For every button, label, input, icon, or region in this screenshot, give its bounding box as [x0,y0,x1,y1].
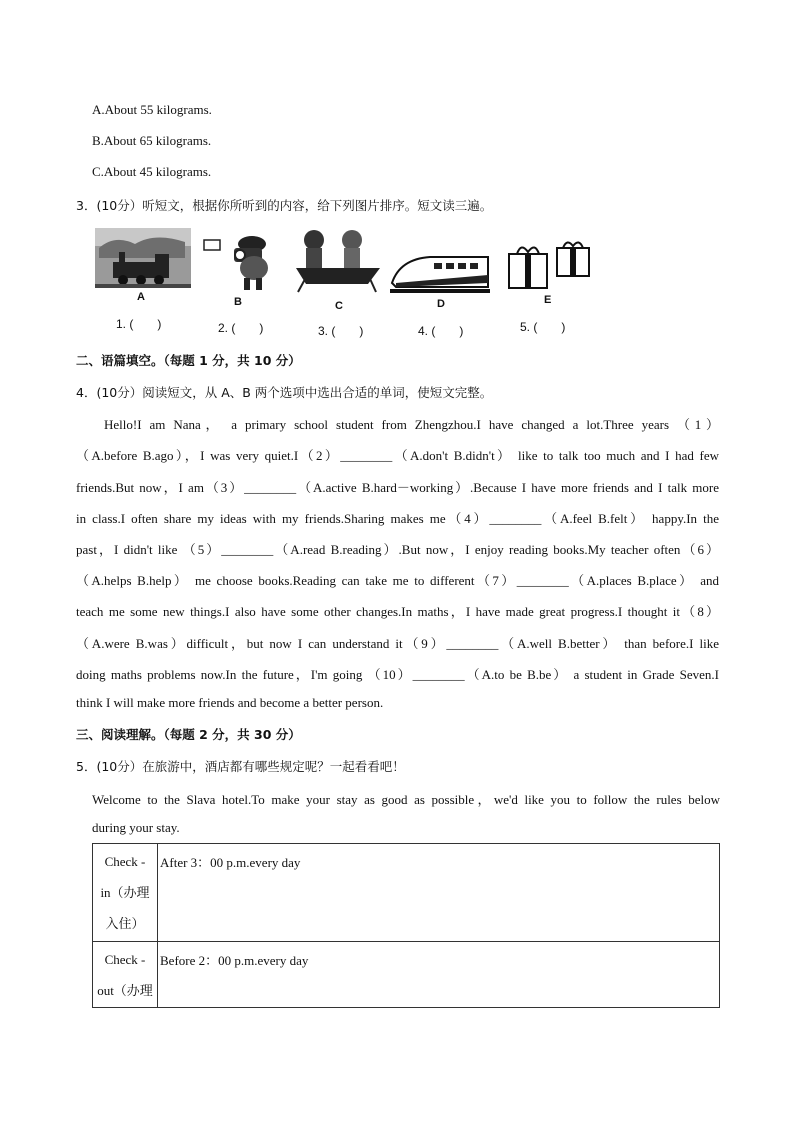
question-4-prompt: 4．(10分）阅读短文，从 A、B 两个选项中选出合适的单词，使短文完整。 [76,385,493,400]
answer-slot-5[interactable]: 5. ( ) [520,320,566,334]
rule-label [93,844,158,942]
option-b: B.About 65 kilograms. [92,133,212,148]
rule-label-line: 入住） [105,916,145,931]
option-a: A.About 55 kilograms. [92,102,212,117]
passage-line: （A.before B.ago），I was very quiet.I（2）________（A.don't B.didn't） like to talk too much and I had few [76,448,719,463]
passage-line: think I will make more friends and become a better person. [76,695,384,710]
hotel-rules-table [92,843,720,1008]
hotel-intro-line: during your stay. [92,820,180,835]
hotel-intro-line: Welcome to the Slava hotel.To make your stay as good as possible，we'd like you to follow the rules below [92,792,720,807]
answer-slot-1[interactable]: 1. ( ) [116,317,162,331]
rule-label [93,942,158,1008]
boat-picture [296,226,382,298]
passage-line: in class.I often share my ideas with my friends.Sharing makes me（4）________（A.feel B.felt） happy.In the [76,511,719,526]
picture-d-label: D [437,298,445,310]
rule-label-line: in（办理 [100,885,150,900]
answer-slot-2[interactable]: 2. ( ) [218,321,264,335]
rule-label-line: Check - [104,952,146,967]
passage-line: （A.were B.was）difficult，but now I can understand it（9）________（A.well B.better） than before.I like [76,636,719,651]
passage-line: past，I didn't like （5）________（A.read B.reading）.But now，I enjoy reading books.My teacher often（6） [76,542,719,557]
answer-slot-3[interactable]: 3. ( ) [318,324,364,338]
bullet-train-picture [390,253,490,297]
passage-line: （A.helps B.help） me choose books.Reading can take me to different（7）________（A.places B.place） and [76,573,719,588]
rule-value: After 3：00 p.m.every day [158,844,720,942]
question-5-prompt: 5．(10分）在旅游中，酒店都有哪些规定呢？一起看看吧！ [76,759,405,774]
answer-slot-4[interactable]: 4. ( ) [418,324,464,338]
passage-line: doing maths problems now.In the future，I'm going （10）________（A.to be B.be） a student in Grade Seven.I [76,667,719,682]
picture-a-label: A [137,291,145,303]
option-c: C.About 45 kilograms. [92,164,212,179]
photographer-picture [200,232,280,292]
rule-label-line: Check - [104,854,146,869]
steam-train-picture [95,228,191,288]
rule-value: Before 2：00 p.m.every day [158,942,720,1008]
passage-line: Hello!I am Nana， a primary school student from Zhengzhou.I have changed a lot.Three years （1） [104,417,719,432]
question-3-prompt: 3．(10分）听短文，根据你所听到的内容，给下列图片排序。短文读三遍。 [76,198,493,213]
table-row [93,844,720,942]
rule-label-line: out（办理 [97,983,153,998]
picture-b-label: B [234,296,242,308]
table-row [93,942,720,1008]
passage-line: teach me some new things.I also have some other changes.In maths，I have made great progress.I thought it（8） [76,604,719,619]
picture-e-label: E [544,294,552,306]
passage-line: friends.But now，I am（3）________（A.active B.hard－working）.Because I have more friends and I talk more [76,480,719,495]
section-2-heading: 二、语篇填空。（每题 1 分，共 10 分） [76,353,301,368]
picture-c-label: C [335,300,343,312]
gift-boxes-picture [503,236,595,292]
section-3-heading: 三、阅读理解。（每题 2 分，共 30 分） [76,727,301,742]
